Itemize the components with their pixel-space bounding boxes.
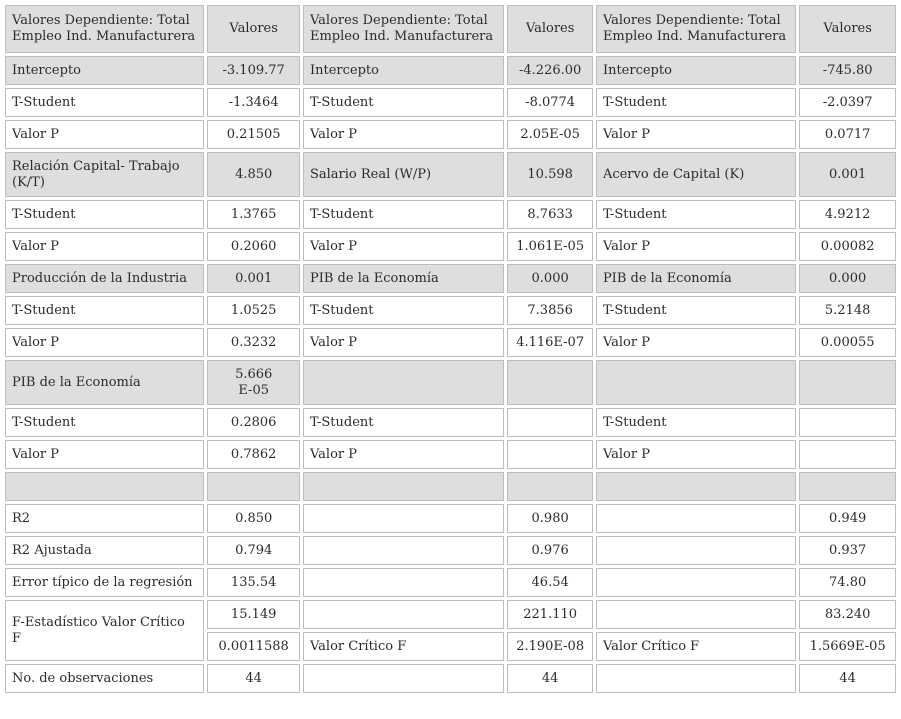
row-value-cell: 74.80	[799, 568, 896, 597]
row-label-cell: Valor P	[5, 440, 204, 469]
row-value-cell	[507, 360, 593, 405]
row-label-cell: T-Student	[303, 88, 504, 117]
row-label-cell: T-Student	[596, 200, 796, 229]
table-row	[5, 296, 896, 325]
row-value-cell: 0.00082	[799, 232, 896, 261]
row-value-cell: 0.21505	[207, 120, 300, 149]
f-statistic-label-cell	[303, 600, 504, 629]
row-value-cell: 0.3232	[207, 328, 300, 357]
row-label-cell	[303, 536, 504, 565]
empty-cell	[596, 664, 796, 693]
row-value-cell	[799, 440, 896, 469]
row-value-cell: 5.666 E-05	[207, 360, 300, 405]
row-label-cell: Valor P	[5, 328, 204, 357]
row-value-cell: 0.000	[799, 264, 896, 293]
table-row	[5, 408, 896, 437]
row-value-cell: 0.2806	[207, 408, 300, 437]
observations-value: 44	[207, 664, 300, 693]
table-row	[5, 568, 896, 597]
row-label-cell: T-Student	[5, 88, 204, 117]
row-value-cell: -8.0774	[507, 88, 593, 117]
empty-cell	[303, 664, 504, 693]
table-row	[5, 504, 896, 533]
row-label-cell	[596, 504, 796, 533]
row-label-cell: Intercepto	[596, 56, 796, 85]
row-label-cell	[303, 504, 504, 533]
f-statistic-label-cell	[596, 600, 796, 629]
row-label-cell: Valor P	[596, 232, 796, 261]
header-dependent-3: Valores Dependiente: Total Empleo Ind. Manufacturera	[596, 5, 796, 53]
header-values-1: Valores	[207, 5, 300, 53]
row-label-cell: Salario Real (W/P)	[303, 152, 504, 197]
row-value-cell: 4.116E-07	[507, 328, 593, 357]
table-row	[5, 440, 896, 469]
row-label-cell	[596, 472, 796, 501]
critical-f-value: 1.5669E-05	[799, 632, 896, 661]
table-row	[5, 664, 896, 693]
row-label-cell: T-Student	[5, 408, 204, 437]
row-label-cell: Relación Capital- Trabajo (K/T)	[5, 152, 204, 197]
row-value-cell: 135.54	[207, 568, 300, 597]
row-label-cell: Valor P	[5, 232, 204, 261]
row-label-cell: T-Student	[596, 88, 796, 117]
row-label-cell: Valor P	[596, 120, 796, 149]
row-value-cell: 7.3856	[507, 296, 593, 325]
row-value-cell: 1.3765	[207, 200, 300, 229]
f-statistic-label: F-Estadístico Valor Crítico F	[5, 600, 204, 661]
f-statistic-value: 83.240	[799, 600, 896, 629]
row-value-cell	[799, 472, 896, 501]
table-row	[5, 152, 896, 197]
row-label-cell: T-Student	[303, 408, 504, 437]
row-value-cell: 4.9212	[799, 200, 896, 229]
table-row	[5, 232, 896, 261]
row-value-cell: 0.7862	[207, 440, 300, 469]
row-value-cell: 2.05E-05	[507, 120, 593, 149]
row-value-cell	[507, 408, 593, 437]
header-values-3: Valores	[799, 5, 896, 53]
row-label-cell	[596, 536, 796, 565]
header-dependent-1: Valores Dependiente: Total Empleo Ind. Manufacturera	[5, 5, 204, 53]
row-value-cell	[799, 408, 896, 437]
observations-value: 44	[799, 664, 896, 693]
row-label-cell: T-Student	[303, 296, 504, 325]
row-label-cell: Valor P	[596, 440, 796, 469]
f-statistic-value: 221.110	[507, 600, 593, 629]
row-label-cell: T-Student	[5, 296, 204, 325]
header-row	[5, 5, 896, 53]
row-label-cell: Valor P	[303, 232, 504, 261]
row-value-cell: 5.2148	[799, 296, 896, 325]
row-label-cell: Valor P	[303, 440, 504, 469]
table-row	[5, 56, 896, 85]
table-row	[5, 536, 896, 565]
table-row	[5, 88, 896, 117]
row-label-cell: R2 Ajustada	[5, 536, 204, 565]
row-value-cell: 0.000	[507, 264, 593, 293]
row-label-cell: PIB de la Economía	[303, 264, 504, 293]
critical-f-label: Valor Crítico F	[303, 632, 504, 661]
header-dependent-2: Valores Dependiente: Total Empleo Ind. Manufacturera	[303, 5, 504, 53]
table-row	[5, 264, 896, 293]
header-values-2: Valores	[507, 5, 593, 53]
row-value-cell: -4.226.00	[507, 56, 593, 85]
row-value-cell: 8.7633	[507, 200, 593, 229]
row-value-cell: 0.0717	[799, 120, 896, 149]
row-value-cell: 4.850	[207, 152, 300, 197]
table-row	[5, 360, 896, 405]
row-value-cell	[799, 360, 896, 405]
table-row	[5, 328, 896, 357]
row-value-cell: 0.949	[799, 504, 896, 533]
row-value-cell: 0.00055	[799, 328, 896, 357]
row-value-cell: 10.598	[507, 152, 593, 197]
f-statistic-value: 15.149	[207, 600, 300, 629]
row-label-cell: Acervo de Capital (K)	[596, 152, 796, 197]
row-label-cell: PIB de la Economía	[596, 264, 796, 293]
critical-f-value: 2.190E-08	[507, 632, 593, 661]
row-label-cell	[5, 472, 204, 501]
row-value-cell: 46.54	[507, 568, 593, 597]
row-value-cell: 0.2060	[207, 232, 300, 261]
row-value-cell: -3.109.77	[207, 56, 300, 85]
regression-results-table	[2, 2, 899, 696]
table-row	[5, 200, 896, 229]
row-label-cell: PIB de la Economía	[5, 360, 204, 405]
row-label-cell: Error típico de la regresión	[5, 568, 204, 597]
row-value-cell: -2.0397	[799, 88, 896, 117]
table-row	[5, 600, 896, 629]
row-label-cell: R2	[5, 504, 204, 533]
row-value-cell: 1.0525	[207, 296, 300, 325]
row-label-cell: Intercepto	[5, 56, 204, 85]
row-label-cell: T-Student	[596, 296, 796, 325]
row-value-cell	[207, 472, 300, 501]
row-value-cell: 0.976	[507, 536, 593, 565]
row-label-cell: Valor P	[5, 120, 204, 149]
row-value-cell	[507, 440, 593, 469]
critical-f-value: 0.0011588	[207, 632, 300, 661]
row-value-cell: 0.794	[207, 536, 300, 565]
observations-label: No. de observaciones	[5, 664, 204, 693]
row-label-cell: Producción de la Industria	[5, 264, 204, 293]
row-label-cell: T-Student	[596, 408, 796, 437]
critical-f-label: Valor Crítico F	[596, 632, 796, 661]
row-label-cell: Intercepto	[303, 56, 504, 85]
row-label-cell	[303, 472, 504, 501]
row-value-cell: 0.850	[207, 504, 300, 533]
row-label-cell	[596, 568, 796, 597]
row-value-cell: -1.3464	[207, 88, 300, 117]
row-value-cell: 0.001	[207, 264, 300, 293]
table-row	[5, 472, 896, 501]
row-label-cell: T-Student	[5, 200, 204, 229]
table-row	[5, 120, 896, 149]
row-label-cell: Valor P	[303, 328, 504, 357]
row-label-cell	[596, 360, 796, 405]
row-label-cell: Valor P	[596, 328, 796, 357]
row-value-cell	[507, 472, 593, 501]
row-value-cell: 0.937	[799, 536, 896, 565]
row-label-cell: Valor P	[303, 120, 504, 149]
row-label-cell: T-Student	[303, 200, 504, 229]
row-value-cell: 1.061E-05	[507, 232, 593, 261]
row-value-cell: -745.80	[799, 56, 896, 85]
row-label-cell	[303, 360, 504, 405]
row-label-cell	[303, 568, 504, 597]
row-value-cell: 0.980	[507, 504, 593, 533]
row-value-cell: 0.001	[799, 152, 896, 197]
observations-value: 44	[507, 664, 593, 693]
